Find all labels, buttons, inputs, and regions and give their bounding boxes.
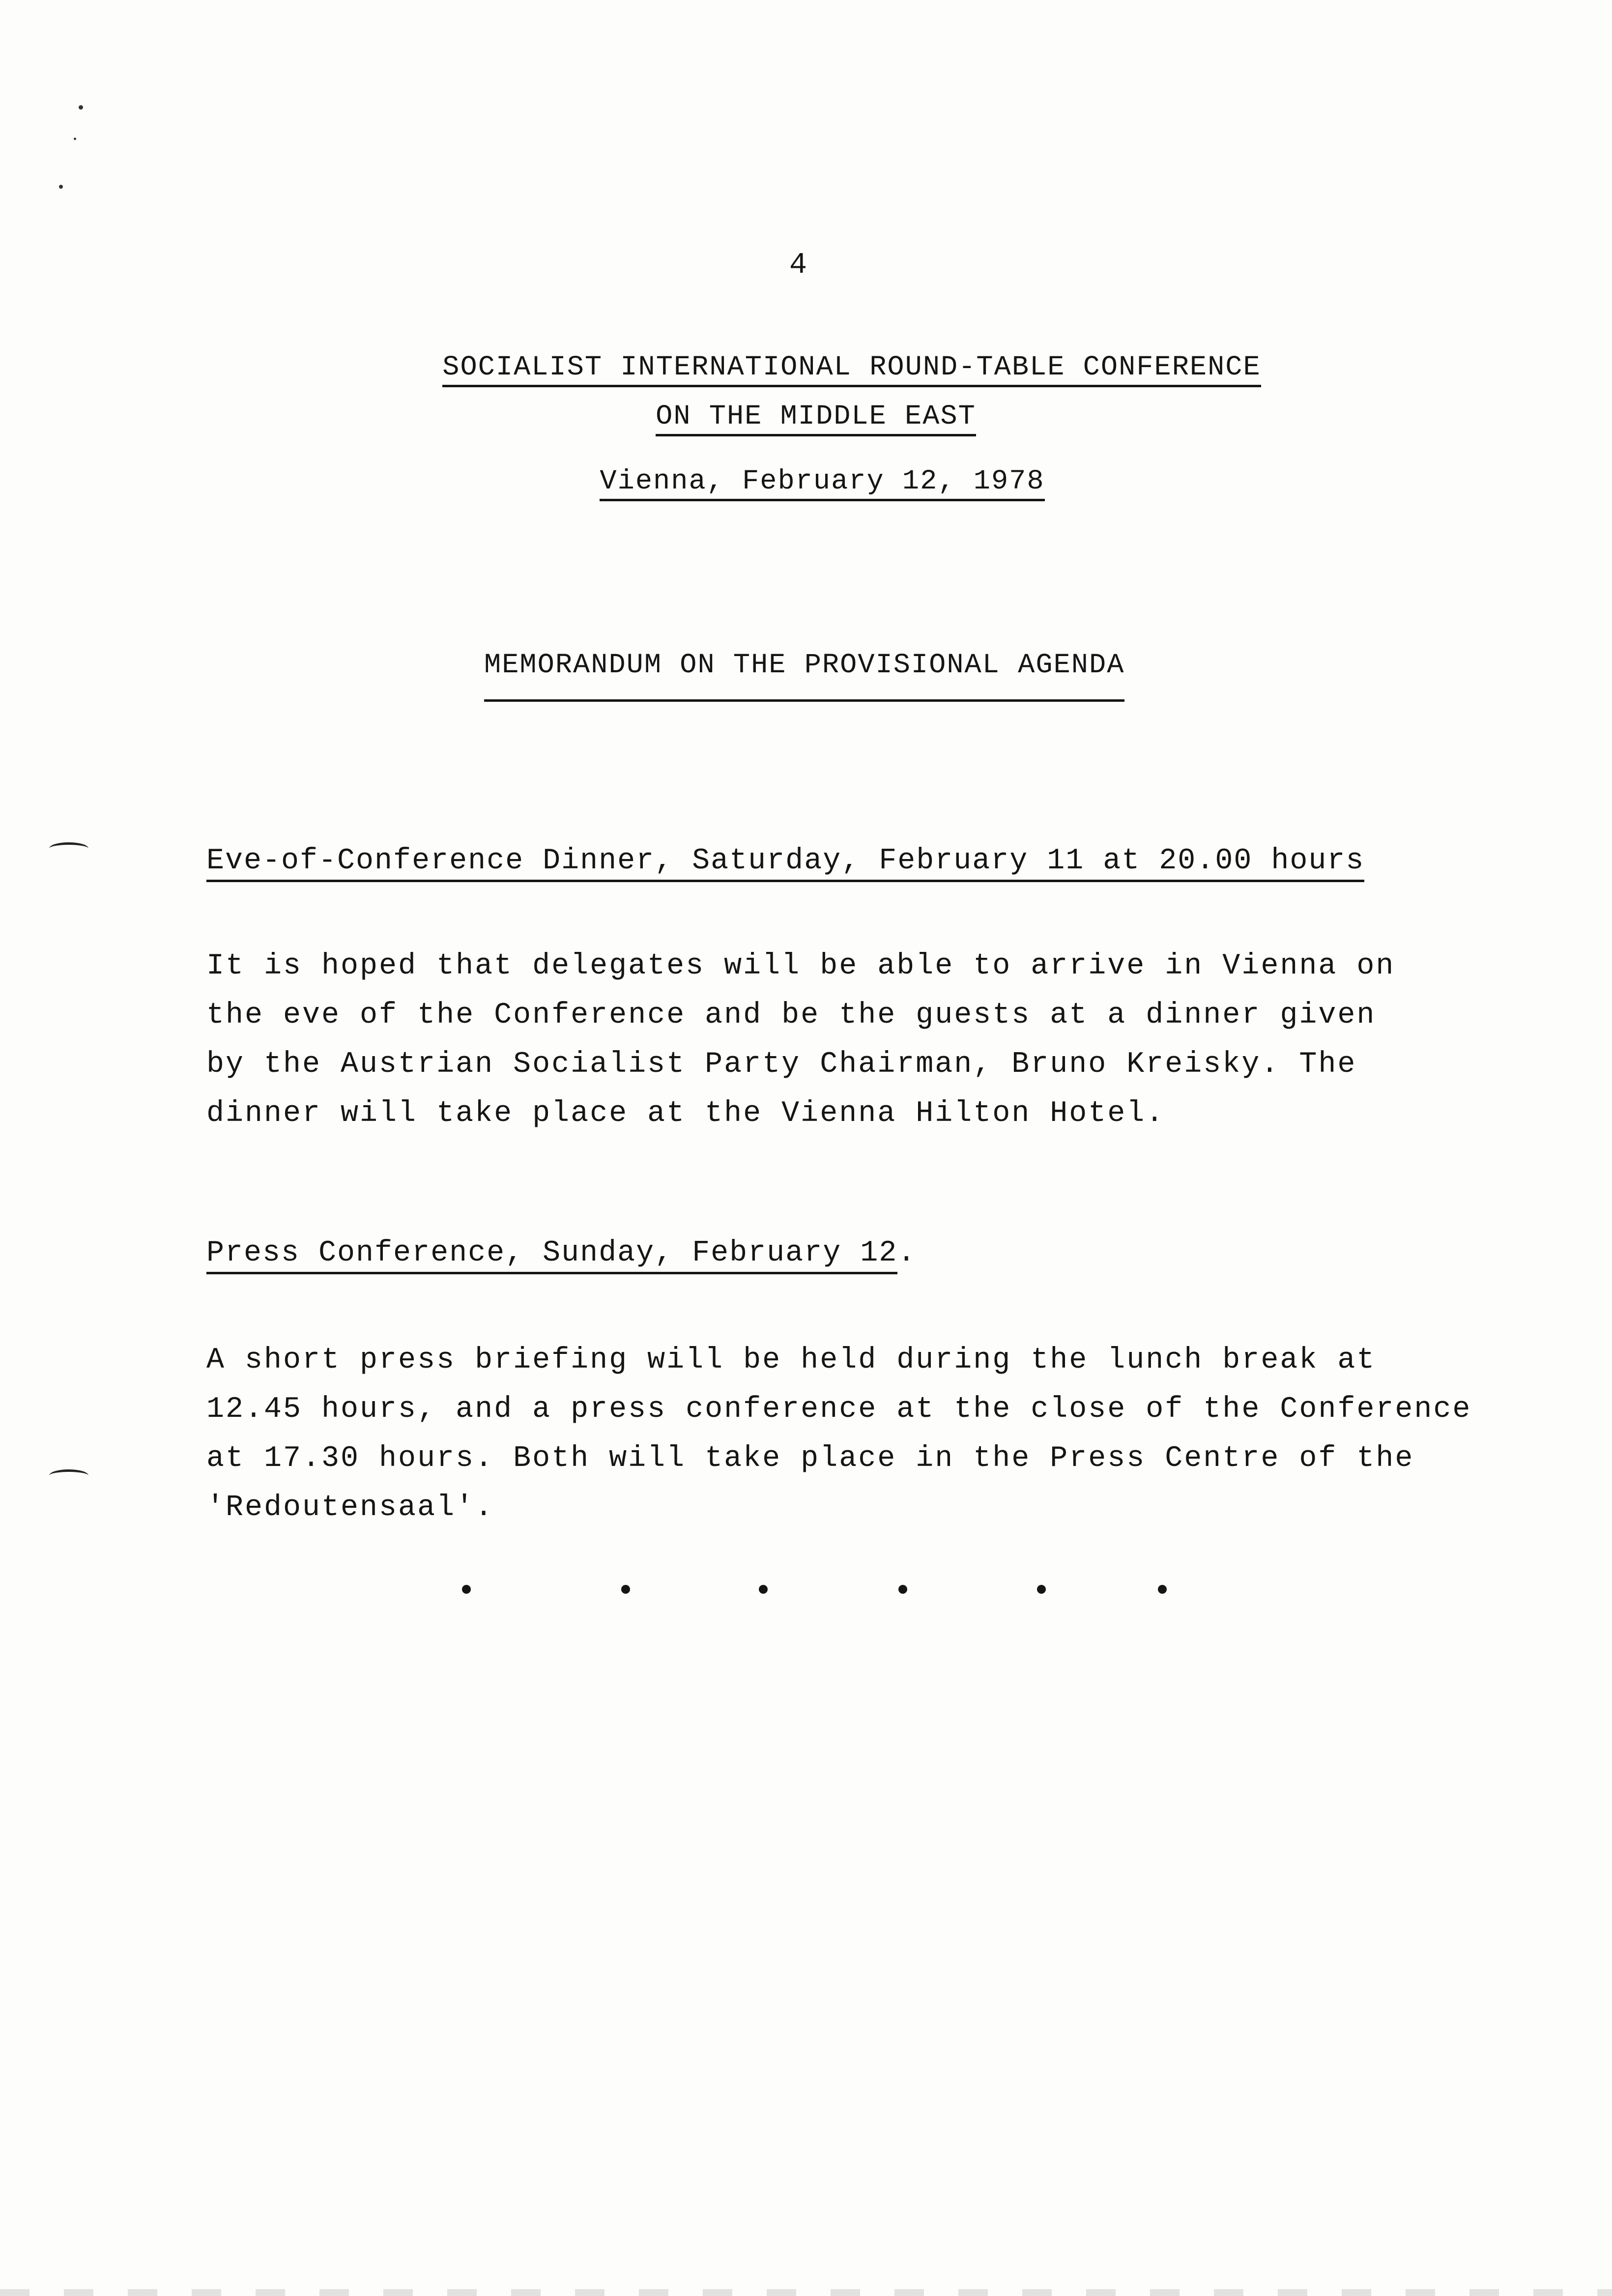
binding-hole-mark: [49, 1469, 88, 1482]
separator-dot: [462, 1585, 471, 1594]
scan-speck: [74, 138, 76, 140]
separator-dot: [759, 1585, 768, 1594]
separator-dots: [0, 1585, 1612, 1605]
document-title-line-3: Vienna, February 12, 1978: [16, 468, 1612, 501]
scan-speck: [59, 185, 63, 189]
separator-dot: [1158, 1585, 1167, 1594]
section-body-dinner: It is hoped that delegates will be able to arrive in Vienna on the eve of the Conference and be the guests at a dinner given by the Austrian Socialist Party Chairman, Bruno Kreisky. The dinner will take place at the Vienna Hilton Hotel.: [206, 949, 1395, 1130]
document-title-line-2: ON THE MIDDLE EAST: [10, 403, 1612, 436]
separator-dot: [1037, 1585, 1046, 1594]
scan-bottom-edge: [0, 2289, 1612, 2296]
heading-suffix: .: [897, 1236, 917, 1270]
scan-speck: [79, 105, 83, 110]
separator-dot: [621, 1585, 630, 1594]
document-title-line-1: SOCIALIST INTERNATIONAL ROUND-TABLE CONFERENCE: [46, 354, 1612, 387]
page-number: 4: [789, 249, 807, 282]
separator-dot: [898, 1585, 907, 1594]
binding-hole-mark: [49, 842, 88, 855]
section-body-press: A short press briefing will be held during the lunch break at 12.45 hours, and a press conference at the close of the Conference at 17.30 hours. Both will take place in the Press Centre of the 'Redoutensaal'.: [206, 1344, 1472, 1524]
section-heading-press: Press Conference, Sunday, February 12.: [206, 1238, 916, 1274]
memo-heading: MEMORANDUM ON THE PROVISIONAL AGENDA: [484, 652, 1124, 702]
section-heading-dinner: Eve-of-Conference Dinner, Saturday, February 11 at 20.00 hours: [206, 846, 1364, 882]
